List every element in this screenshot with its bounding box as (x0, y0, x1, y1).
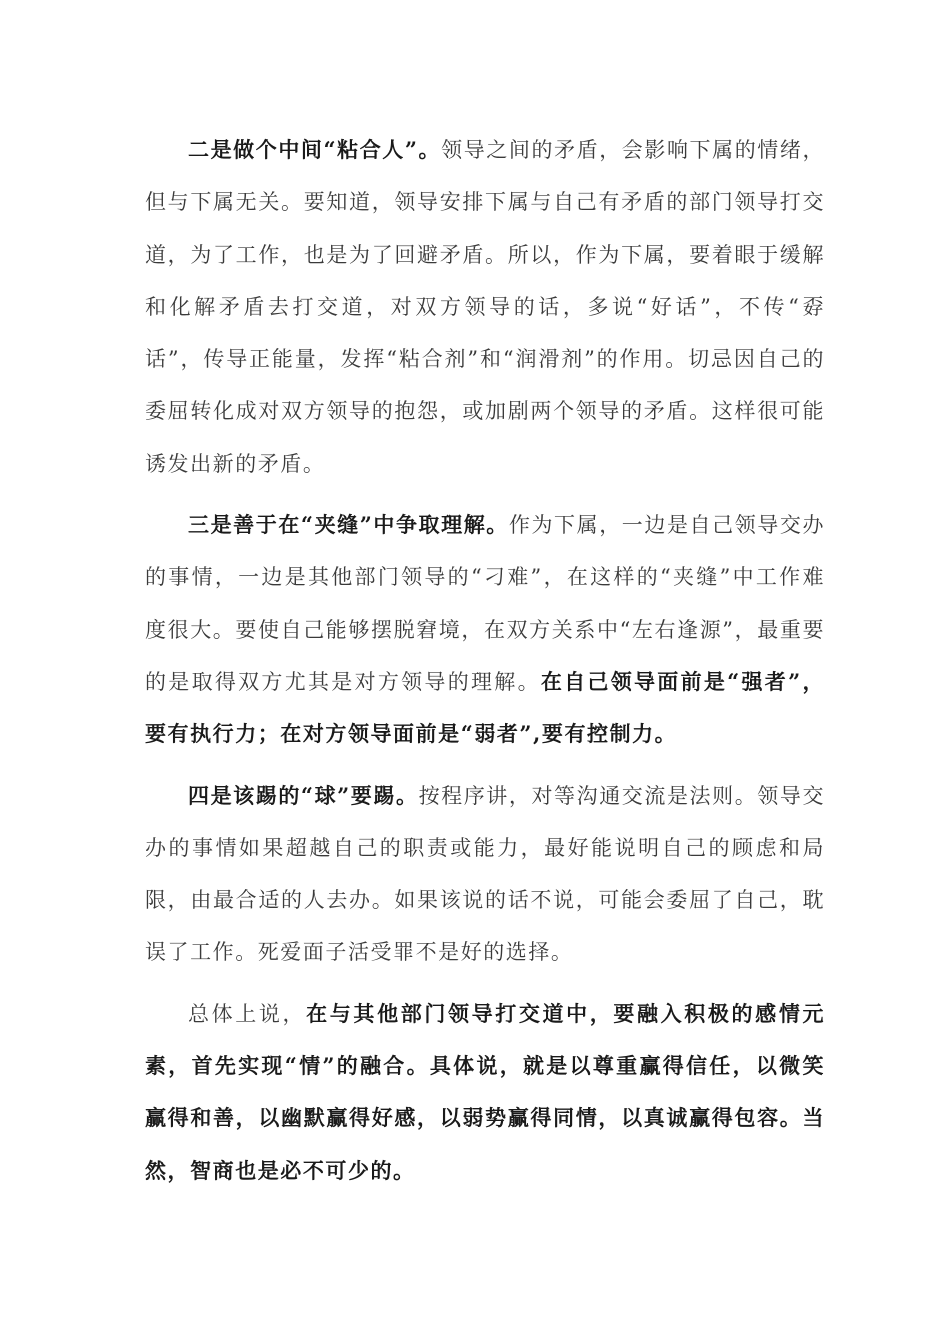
paragraph-body: 按程序讲，对等沟通交流是法则。领导交办的事情如果超越自己的职责或能力，最好能说明自己的顾虑和局限，由最合适的人去办。如果该说的话不说，可能会委屈了自己，耽误了工作。死爱面子活受罪不是好的选择。 (145, 783, 825, 965)
paragraph-body: 作为下属，一边是自己领导交办的事情，一边是其他部门领导的“刁难”，在这样的“夹缝”中工作难度很大。要使自己能够摆脱窘境，在双方关系中“左右逢源”，最重要的是取得双方尤其是对方领导的理解。 (145, 513, 825, 694)
document-page (145, 124, 825, 1206)
paragraph-seek-understanding (145, 499, 825, 760)
paragraph-summary (145, 988, 825, 1197)
paragraph-heading: 二是做个中间“粘合人”。 (188, 137, 442, 162)
paragraph-glue-person (145, 124, 825, 490)
paragraph-lead: 总体上说， (188, 1001, 307, 1026)
paragraph-emphasis: 在自己领导面前是“强者”，要有执行力；在对方领导面前是“弱者”,要有控制力。 (145, 668, 825, 747)
paragraph-heading: 四是该踢的“球”要踢。 (188, 782, 419, 808)
paragraph-kick-the-ball (145, 770, 825, 979)
paragraph-body: 领导之间的矛盾，会影响下属的情绪，但与下属无关。要知道，领导安排下属与自己有矛盾的部门领导打交道，为了工作，也是为了回避矛盾。所以，作为下属，要着眼于缓解和化解矛盾去打交道，对双方领导的话，多说“好话”，不传“孬话”，传导正能量，发挥“粘合剂”和“润滑剂”的作用。切忌因自己的委屈转化成对双方领导的抱怨，或加剧两个领导的矛盾。这样很可能诱发出新的矛盾。 (145, 138, 825, 476)
paragraph-emphasis: 在与其他部门领导打交道中，要融入积极的感情元素，首先实现“情”的融合。具体说，就是以尊重赢得信任，以微笑赢得和善，以幽默赢得好感，以弱势赢得同情，以真诚赢得包容。当然，智商也是必不可少的。 (145, 1000, 825, 1183)
paragraph-heading: 三是善于在“夹缝”中争取理解。 (188, 512, 509, 538)
